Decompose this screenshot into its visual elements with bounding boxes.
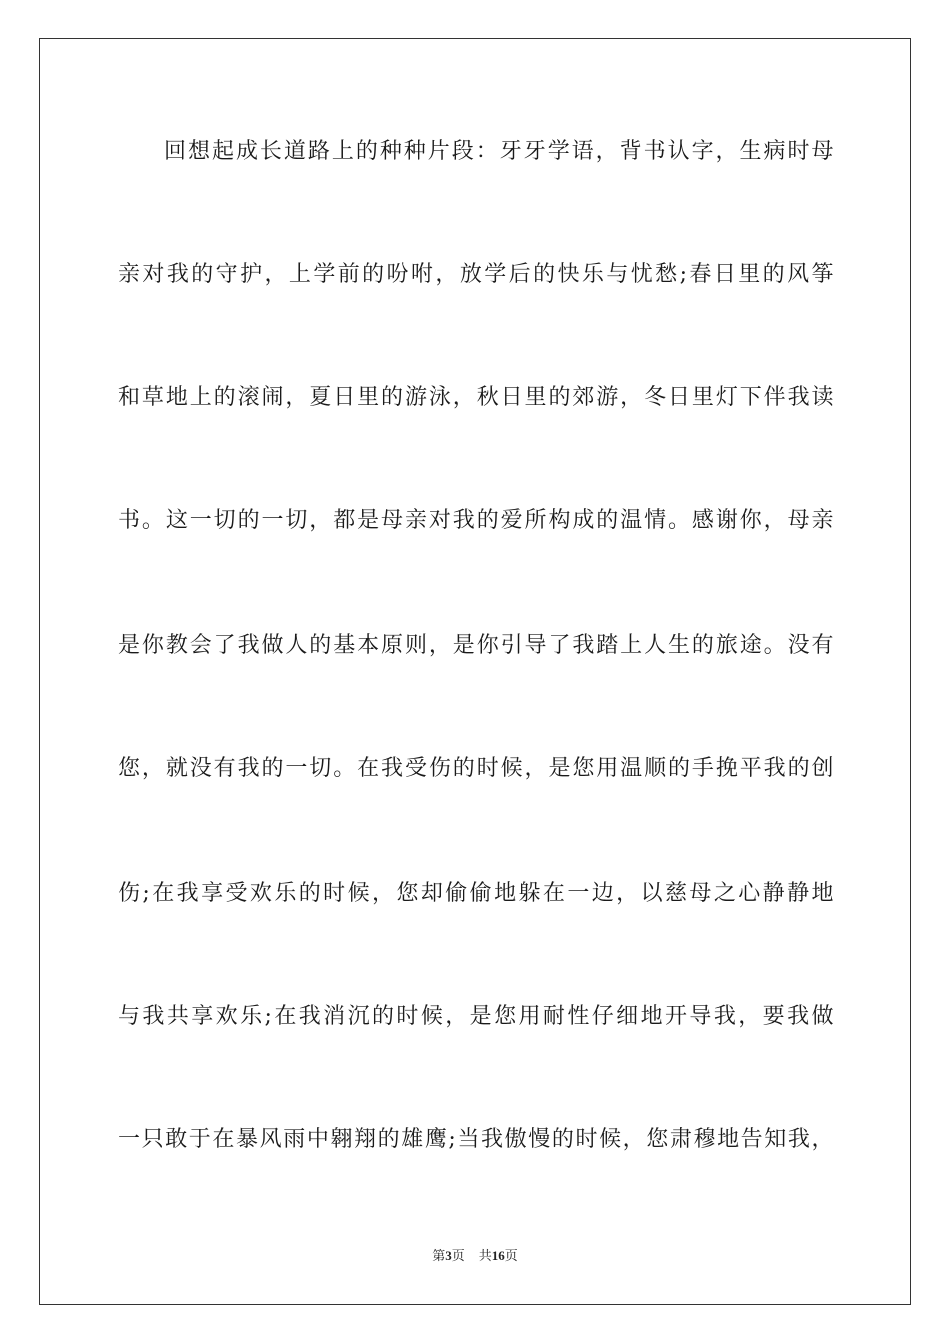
total-prefix: 共 bbox=[478, 1249, 492, 1264]
paragraph-line: 是你教会了我做人的基本原则，是你引导了我踏上人生的旅途。没有 bbox=[118, 633, 834, 658]
paragraph-line: 您，就没有我的一切。在我受伤的时候，是您用温顺的手挽平我的创 bbox=[118, 756, 834, 781]
paragraph-line: 和草地上的滚闹，夏日里的游泳，秋日里的郊游，冬日里灯下伴我读 bbox=[118, 385, 834, 410]
paragraph-line: 亲对我的守护，上学前的吩咐，放学后的快乐与忧愁;春日里的风筝 bbox=[118, 262, 834, 287]
page-suffix: 页 bbox=[451, 1249, 465, 1264]
page-prefix: 第 bbox=[432, 1249, 446, 1264]
page-footer bbox=[0, 1247, 950, 1266]
total-suffix: 页 bbox=[504, 1249, 518, 1264]
page-border bbox=[39, 38, 911, 1305]
paragraph-line: 与我共享欢乐;在我消沉的时候，是您用耐性仔细地开导我，要我做 bbox=[118, 1004, 834, 1029]
total-pages: 16 bbox=[491, 1248, 505, 1263]
paragraph-line: 一只敢于在暴风雨中翱翔的雄鹰;当我傲慢的时候，您肃穆地告知我， bbox=[118, 1127, 834, 1152]
paragraph-line: 伤;在我享受欢乐的时候，您却偷偷地躲在一边，以慈母之心静静地 bbox=[118, 881, 834, 906]
paragraph-line: 书。这一切的一切，都是母亲对我的爱所构成的温情。感谢你，母亲 bbox=[118, 508, 834, 533]
page-number: 3 bbox=[445, 1248, 452, 1263]
paragraph-line: 回想起成长道路上的种种片段：牙牙学语，背书认字，生病时母 bbox=[164, 139, 834, 164]
